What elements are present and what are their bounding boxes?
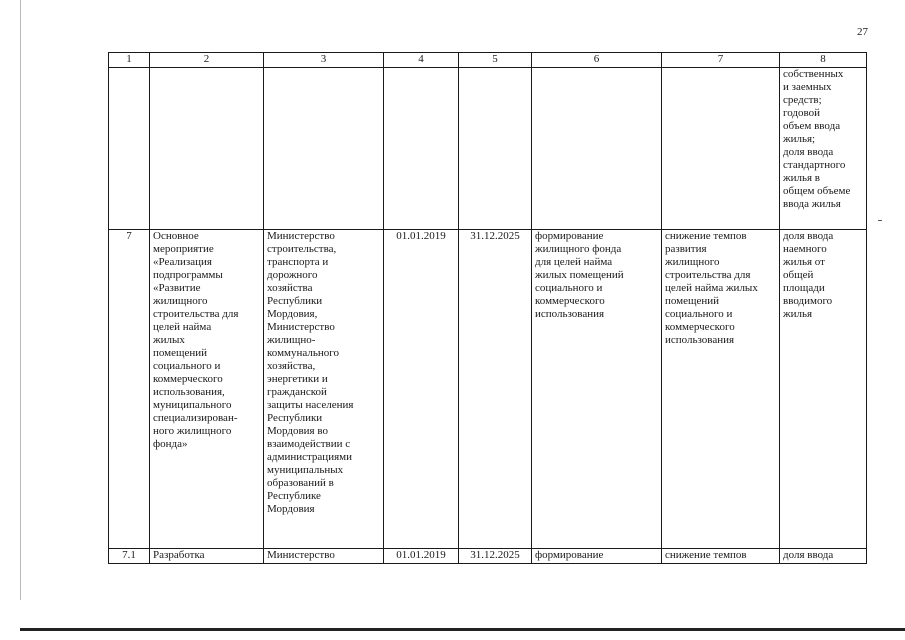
row-number-cell: 7.1 <box>109 549 150 564</box>
executor-cell: Министерство строительства, транспорта и дорожного хозяйства Республики Мордовия, Министерство жилищно- коммунального хозяйства, энергетики и гражданской защиты населения Республики Мордовия во взаимодействии с администрациями муниципальных образований в Республике Мордовия <box>264 230 384 549</box>
executor-cell: Министерство <box>264 549 384 564</box>
measure-name-cell <box>150 68 264 230</box>
row-number-cell <box>109 68 150 230</box>
header-cell: 5 <box>459 53 532 68</box>
consequences-cell: снижение темпов <box>662 549 780 564</box>
end-date-cell: 31.12.2025 <box>459 549 532 564</box>
end-date-cell <box>459 68 532 230</box>
expected-result-cell: формирование <box>532 549 662 564</box>
start-date-cell <box>384 68 459 230</box>
header-cell: 7 <box>662 53 780 68</box>
header-cell: 6 <box>532 53 662 68</box>
table-row <box>109 68 867 230</box>
indicator-cell: доля ввода наемного жилья от общей площади вводимого жилья <box>780 230 867 549</box>
measure-name-cell: Разработка <box>150 549 264 564</box>
expected-result-cell <box>532 68 662 230</box>
consequences-cell <box>662 68 780 230</box>
header-cell: 4 <box>384 53 459 68</box>
start-date-cell: 01.01.2019 <box>384 549 459 564</box>
bottom-rule <box>20 628 905 631</box>
margin-mark <box>878 220 882 221</box>
start-date-cell: 01.01.2019 <box>384 230 459 549</box>
header-cell: 3 <box>264 53 384 68</box>
measures-table <box>108 52 867 564</box>
table-row <box>109 549 867 564</box>
left-margin-rule <box>20 0 21 600</box>
header-cell: 1 <box>109 53 150 68</box>
page-number: 27 <box>857 26 868 38</box>
table-header-row <box>109 53 867 68</box>
executor-cell <box>264 68 384 230</box>
row-number-cell: 7 <box>109 230 150 549</box>
consequences-cell: снижение темпов развития жилищного строительства для целей найма жилых помещений социального и коммерческого использования <box>662 230 780 549</box>
header-cell: 2 <box>150 53 264 68</box>
indicator-cell: собственных и заемных средств; годовой объем ввода жилья; доля ввода стандартного жилья в общем объеме ввода жилья <box>780 68 867 230</box>
indicator-cell: доля ввода <box>780 549 867 564</box>
header-cell: 8 <box>780 53 867 68</box>
end-date-cell: 31.12.2025 <box>459 230 532 549</box>
expected-result-cell: формирование жилищного фонда для целей найма жилых помещений социального и коммерческого использования <box>532 230 662 549</box>
measure-name-cell: Основное мероприятие «Реализация подпрограммы «Развитие жилищного строительства для целей найма жилых помещений социального и коммерческого использования, муниципального специализирован- ного жилищного фонда» <box>150 230 264 549</box>
table-row <box>109 230 867 549</box>
